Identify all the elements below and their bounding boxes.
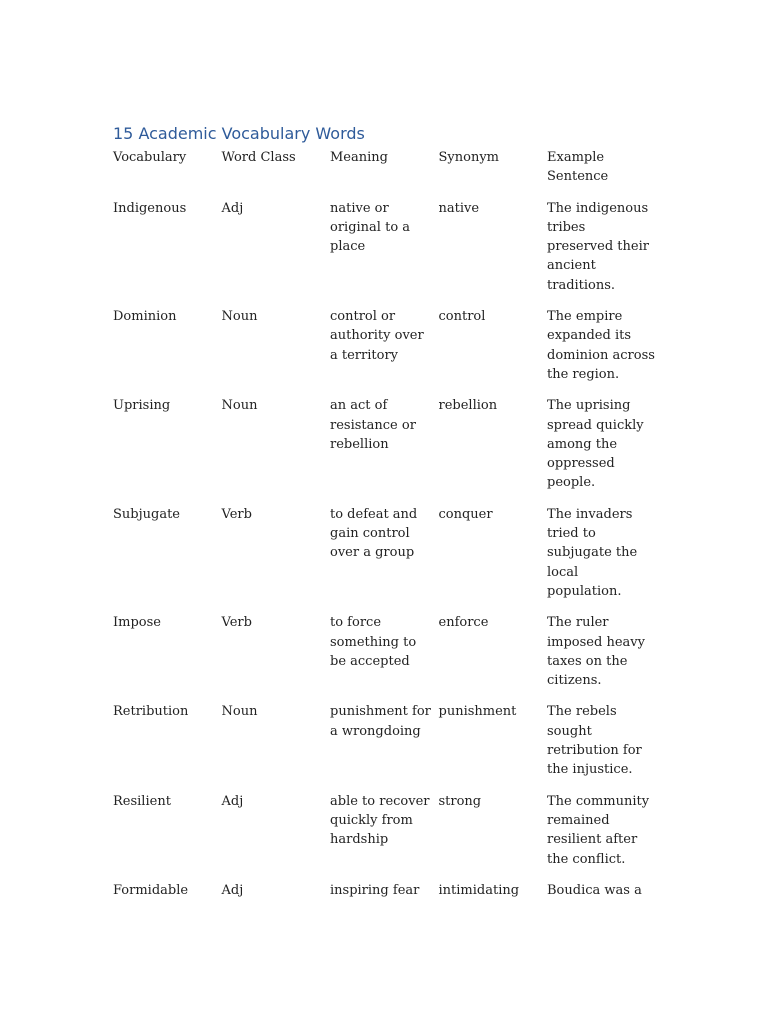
cell-example-sentence: The invaders tried to subjugate the local population. xyxy=(547,506,638,599)
cell-word-class: Adj xyxy=(221,793,244,809)
cell-meaning: able to recover quickly from hardship xyxy=(330,793,430,848)
cell-word-class: Verb xyxy=(221,506,252,522)
header-example-sentence: Example Sentence xyxy=(547,150,609,185)
vocabulary-table xyxy=(113,148,658,912)
cell-vocabulary: Impose xyxy=(113,615,161,631)
header-vocabulary: Vocabulary xyxy=(113,150,187,165)
cell-example-sentence: The ruler imposed heavy taxes on the citizens. xyxy=(547,615,645,689)
cell-meaning: to defeat and gain control over a group xyxy=(330,506,418,561)
cell-vocabulary: Formidable xyxy=(113,882,189,898)
cell-word-class: Noun xyxy=(221,309,258,325)
table-row xyxy=(113,307,658,384)
cell-vocabulary: Retribution xyxy=(113,704,189,720)
cell-synonym: conquer xyxy=(438,506,493,522)
cell-meaning: an act of resistance or rebellion xyxy=(330,398,416,452)
cell-synonym: native xyxy=(438,200,480,216)
cell-word-class: Adj xyxy=(221,200,244,216)
cell-example-sentence: Boudica was a xyxy=(547,882,642,898)
table-row xyxy=(113,199,658,295)
cell-word-class: Adj xyxy=(221,882,244,898)
table-header-row xyxy=(113,148,658,187)
cell-example-sentence: The rebels sought retribution for the injustice. xyxy=(547,704,642,778)
cell-example-sentence: The uprising spread quickly among the oppressed people. xyxy=(547,398,644,491)
cell-synonym: strong xyxy=(438,793,482,809)
header-word-class: Word Class xyxy=(221,150,296,165)
table-row xyxy=(113,505,658,601)
cell-vocabulary: Subjugate xyxy=(113,506,180,522)
cell-meaning: native or original to a place xyxy=(330,200,411,255)
table-row xyxy=(113,396,658,492)
header-synonym: Synonym xyxy=(438,150,499,165)
cell-synonym: enforce xyxy=(438,615,489,631)
table-row xyxy=(113,613,658,690)
document-title: 15 Academic Vocabulary Words xyxy=(113,124,365,143)
table-row xyxy=(113,792,658,869)
cell-meaning: punishment for a wrongdoing xyxy=(330,704,431,739)
cell-example-sentence: The community remained resilient after the conflict. xyxy=(547,793,650,867)
cell-word-class: Noun xyxy=(221,704,258,720)
cell-meaning: to force something to be accepted xyxy=(330,615,417,669)
header-meaning: Meaning xyxy=(330,150,388,165)
cell-example-sentence: The empire expanded its dominion across the region. xyxy=(547,309,655,382)
cell-example-sentence: The indigenous tribes preserved their ancient traditions. xyxy=(547,200,649,293)
cell-vocabulary: Dominion xyxy=(113,309,177,325)
cell-synonym: control xyxy=(438,309,486,325)
cell-word-class: Verb xyxy=(221,615,252,631)
cell-vocabulary: Indigenous xyxy=(113,200,187,216)
cell-synonym: rebellion xyxy=(438,398,498,414)
table-row xyxy=(113,881,658,900)
cell-synonym: intimidating xyxy=(438,882,520,898)
cell-vocabulary: Uprising xyxy=(113,398,171,414)
table-row xyxy=(113,702,658,779)
cell-word-class: Noun xyxy=(221,398,258,414)
cell-meaning: inspiring fear xyxy=(330,882,420,898)
cell-synonym: punishment xyxy=(438,704,517,720)
cell-meaning: control or authority over a territory xyxy=(330,309,424,363)
cell-vocabulary: Resilient xyxy=(113,793,171,809)
